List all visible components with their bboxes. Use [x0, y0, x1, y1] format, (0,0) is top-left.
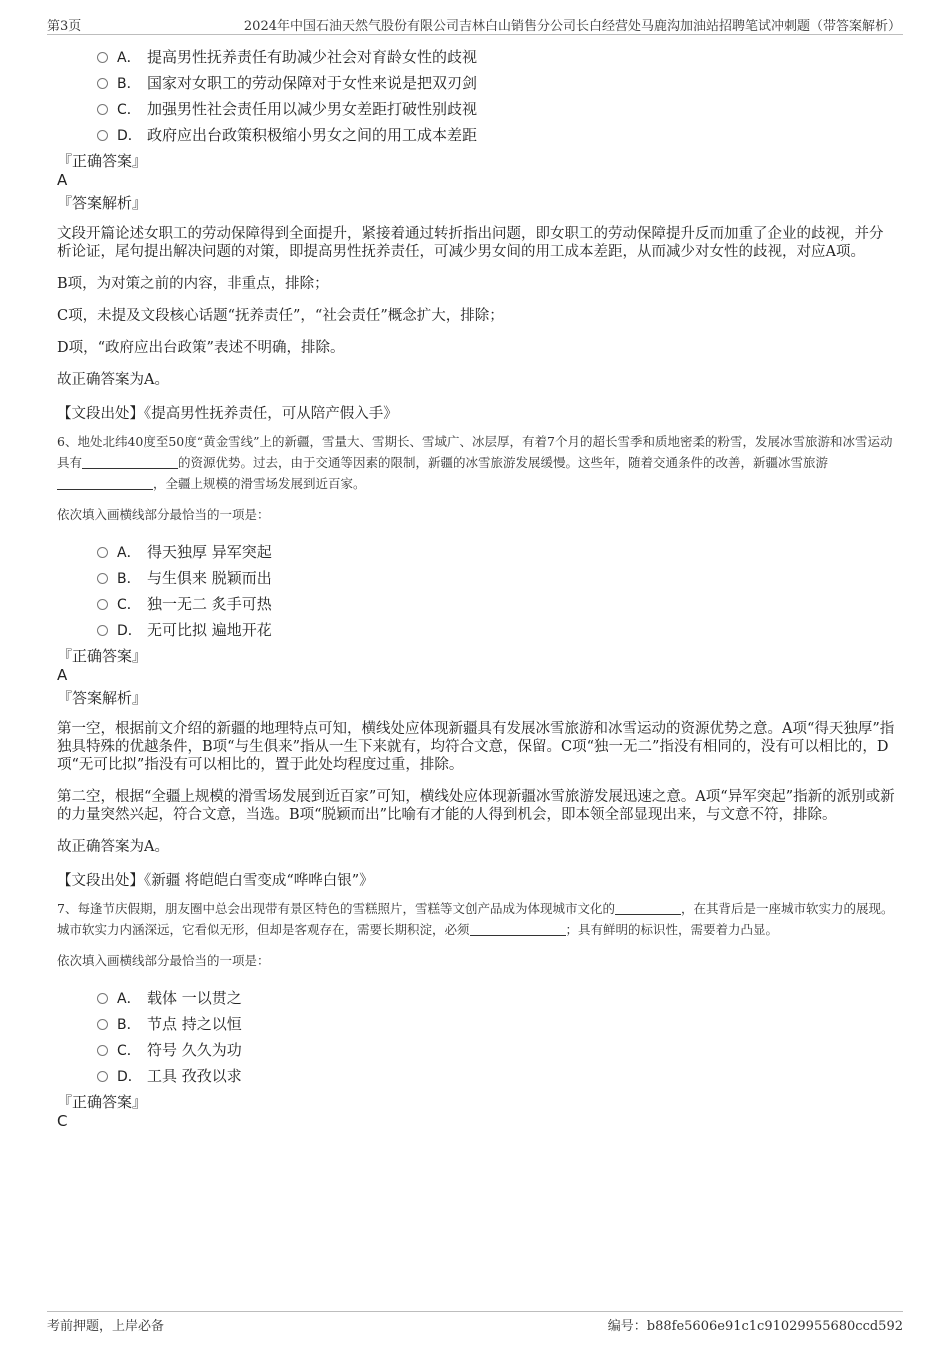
q6-instruction: 依次填入画横线部分最恰当的一项是： — [57, 507, 270, 522]
radio-icon[interactable] — [97, 78, 108, 89]
q5-source: 【文段出处】《提高男性抚养责任，可从陪产假入手》 — [57, 406, 398, 422]
footer-slogan: 考前押题，上岸必备 — [47, 1319, 165, 1334]
q6-analysis-paragraph: 故正确答案为A。 — [57, 839, 169, 855]
q5-analysis-paragraph: 文段开篇论述女职工的劳动保障得到全面提升，紧接着通过转折指出问题，即女职工的劳动保障提升反而加重了企业的歧视，并分析论证，尾句提出解决问题的对策，即提高男性抚养责任，可减少男女间的用工成本差距，从而减少对女性的歧视，对应A项。 — [57, 226, 884, 260]
q5-option-c[interactable]: C． 加强男性社会责任用以减少男女差距打破性别歧视 — [97, 96, 897, 122]
radio-icon[interactable] — [97, 52, 108, 63]
page-footer — [47, 1311, 903, 1336]
q6-option-c[interactable]: C． 独一无二 炙手可热 — [97, 591, 897, 617]
radio-icon[interactable] — [97, 599, 108, 610]
q7-question: 7、每逢节庆假期，朋友圈中总会出现带有景区特色的雪糕照片，雪糕等文创产品成为体现城市文化的 ，在其背后是一座城市软实力的展现。城市软实力内涵深远，它看似无形，但却是客观存在，需要长期积淀，必须 ；具有鲜明的标识性，需要着力凸显。 — [57, 901, 894, 937]
q5-analysis-label: 『答案解析』 — [57, 194, 148, 212]
blank-line — [470, 921, 566, 936]
blank-line — [57, 475, 153, 490]
q5-analysis-paragraph: D项，“政府应出台政策”表述不明确，排除。 — [57, 340, 345, 356]
blank-line — [82, 454, 178, 469]
q6-option-d[interactable]: D． 无可比拟 遍地开花 — [97, 617, 897, 643]
q5-analysis-paragraph: C项，未提及文段核心话题“抚养责任”，“社会责任”概念扩大，排除； — [57, 308, 504, 324]
q5-option-b[interactable]: B． 国家对女职工的劳动保障对于女性来说是把双刃剑 — [97, 70, 897, 96]
q6-analysis-paragraph: 第二空，根据“全疆上规模的滑雪场发展到近百家”可知，横线处应体现新疆冰雪旅游发展迅速之意。A项“异军突起”指新的派别或新的力量突然兴起，符合文意，当选。B项“脱颖而出”比喻有才能的人得到机会，即本领全部显现出来，与文意不符，排除。 — [57, 789, 895, 823]
q6-analysis-paragraph: 第一空，根据前文介绍的新疆的地理特点可知，横线处应体现新疆具有发展冰雪旅游和冰雪运动的资源优势之意。A项“得天独厚”指独具特殊的优越条件，B项“与生俱来”指从一生下来就有，均符合文意，保留。C项“独一无二”指没有相同的，没有可以相比的，D项“无可比拟”指没有可以相比的，置于此处均程度过重，排除。 — [57, 721, 895, 773]
q5-option-a[interactable]: A． 提高男性抚养责任有助减少社会对育龄女性的歧视 — [97, 44, 897, 70]
q7-answer: C — [57, 1112, 68, 1130]
q6-answer: A — [57, 666, 68, 684]
radio-icon[interactable] — [97, 1045, 108, 1056]
q6-options — [97, 539, 897, 643]
q7-option-c[interactable]: C． 符号 久久为功 — [97, 1037, 897, 1063]
q7-option-d[interactable]: D． 工具 孜孜以求 — [97, 1063, 897, 1089]
document-id: 编号：b88fe5606e91c1c91029955680ccd592 — [607, 1319, 903, 1334]
radio-icon[interactable] — [97, 993, 108, 1004]
page-header — [47, 14, 903, 35]
q7-option-b[interactable]: B． 节点 持之以恒 — [97, 1011, 897, 1037]
q6-option-a[interactable]: A． 得天独厚 异军突起 — [97, 539, 897, 565]
q5-analysis-paragraph: B项，为对策之前的内容，非重点，排除； — [57, 276, 329, 292]
radio-icon[interactable] — [97, 1071, 108, 1082]
blank-line — [615, 900, 681, 915]
q6-option-b[interactable]: B． 与生俱来 脱颖而出 — [97, 565, 897, 591]
q7-option-a[interactable]: A． 载体 一以贯之 — [97, 985, 897, 1011]
q6-source: 【文段出处】《新疆 将皑皑白雪变成“哗哗白银”》 — [57, 873, 374, 889]
radio-icon[interactable] — [97, 104, 108, 115]
document-title: 2024年中国石油天然气股份有限公司吉林白山销售分公司长白经营处马鹿沟加油站招聘笔试冲刺题（带答案解析） — [243, 19, 901, 34]
q6-analysis-label: 『答案解析』 — [57, 689, 148, 707]
radio-icon[interactable] — [97, 547, 108, 558]
q7-options — [97, 985, 897, 1089]
q5-options — [97, 44, 897, 148]
page-number: 第3页 — [47, 19, 82, 34]
q6-question: 6、地处北纬40度至50度“黄金雪线”上的新疆，雪量大、雪期长、雪域广、冰层厚，有着7个月的超长雪季和质地密柔的粉雪，发展冰雪旅游和冰雪运动具有 的资源优势。过去，由于交通等因素的限制，新疆的冰雪旅游发展缓慢。这些年，随着交通条件的改善，新疆冰雪旅游，全疆上规模的滑雪场发展到近百家。 — [57, 434, 893, 491]
q7-answer-label: 『正确答案』 — [57, 1093, 148, 1111]
q6-answer-label: 『正确答案』 — [57, 647, 148, 665]
radio-icon[interactable] — [97, 573, 108, 584]
q5-analysis-paragraph: 故正确答案为A。 — [57, 372, 169, 388]
q7-instruction: 依次填入画横线部分最恰当的一项是： — [57, 953, 270, 968]
radio-icon[interactable] — [97, 625, 108, 636]
q5-option-d[interactable]: D． 政府应出台政策积极缩小男女之间的用工成本差距 — [97, 122, 897, 148]
document-body — [57, 44, 897, 1131]
q5-answer-label: 『正确答案』 — [57, 152, 148, 170]
radio-icon[interactable] — [97, 130, 108, 141]
radio-icon[interactable] — [97, 1019, 108, 1030]
q5-answer: A — [57, 171, 68, 189]
